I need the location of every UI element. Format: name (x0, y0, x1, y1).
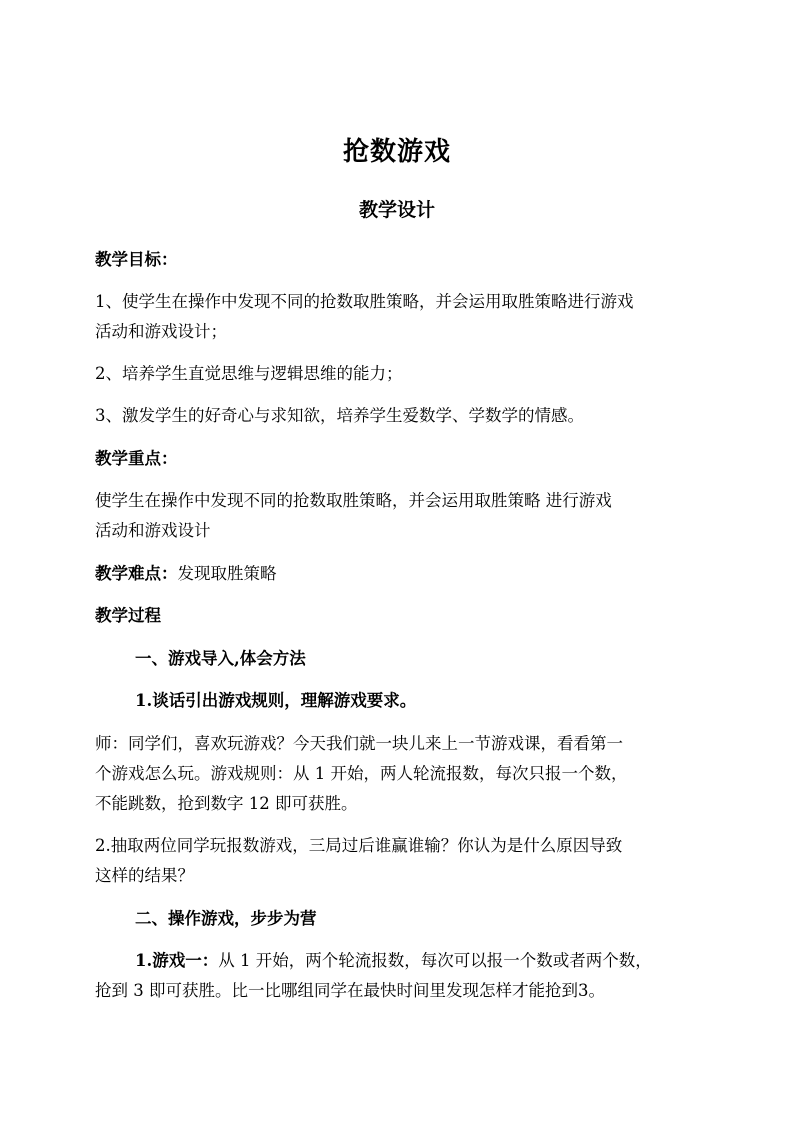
section-2-heading: 二、操作游戏，步步为营 (135, 909, 317, 928)
difficulty-label: 教学难点： (95, 564, 178, 583)
key-points-line-1: 使学生在操作中发现不同的抢数取胜策略，并会运用取胜策略 进行游戏 (95, 491, 612, 510)
game-1-text: 从 1 开始，两个轮流报数，每次可以报一个数或者两个数， (218, 951, 652, 970)
game-1-label: 1.游戏一： (135, 951, 219, 970)
teacher-line-3: 不能跳数，抢到数字 12 即可获胜。 (95, 794, 358, 813)
objectives-heading: 教学目标： (95, 250, 178, 269)
step-2-line-2: 这样的结果？ (95, 866, 194, 885)
objective-1-line-2: 活动和游戏设计； (95, 322, 227, 341)
document-subtitle: 教学设计 (358, 199, 435, 221)
process-heading: 教学过程 (95, 606, 161, 625)
teacher-line-2: 个游戏怎么玩。游戏规则：从 1 开始，两人轮流报数，每次只报一个数， (95, 764, 628, 783)
game-1-line-2: 抢到 3 即可获胜。比一比哪组同学在最快时间里发现怎样才能抢到3。 (95, 981, 605, 1000)
key-points-line-2: 活动和游戏设计 (95, 521, 211, 540)
document-title: 抢数游戏 (342, 137, 451, 167)
difficulty-row (95, 564, 277, 584)
objective-1-line-1: 1、使学生在操作中发现不同的抢数取胜策略，并会运用取胜策略进行游戏 (95, 292, 634, 311)
difficulty-text: 发现取胜策略 (177, 564, 277, 583)
step-2-line-1: 2.抽取两位同学玩报数游戏，三局过后谁赢谁输？你认为是什么原因导致 (95, 836, 623, 855)
key-points-heading: 教学重点： (95, 449, 178, 468)
section-1-heading: 一、游戏导入,体会方法 (135, 649, 306, 668)
objective-3: 3、激发学生的好奇心与求知欲，培养学生爱数学、学数学的情感。 (95, 406, 584, 425)
section-1-step-1: 1.谈话引出游戏规则，理解游戏要求。 (135, 691, 417, 710)
objective-2: 2、培养学生直觉思维与逻辑思维的能力； (95, 364, 403, 383)
teacher-line-1: 师：同学们，喜欢玩游戏？今天我们就一块儿来上一节游戏课，看看第一 (95, 734, 623, 753)
game-1-line-1 (135, 951, 652, 971)
